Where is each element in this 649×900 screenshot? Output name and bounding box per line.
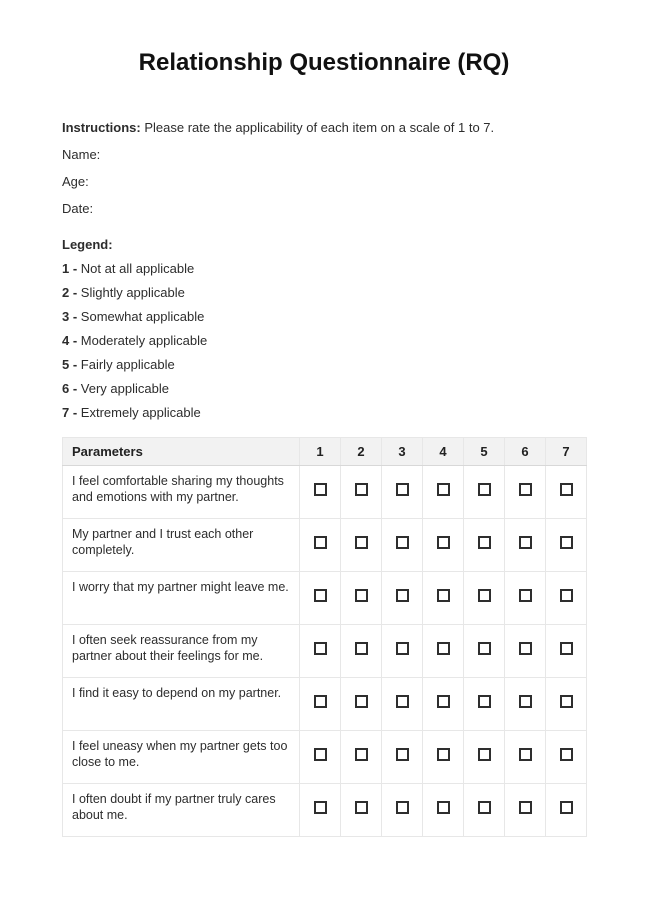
checkbox-r1-s3[interactable] (396, 483, 409, 496)
checkbox-cell (341, 784, 382, 837)
checkbox-cell (300, 678, 341, 731)
checkbox-r3-s1[interactable] (314, 589, 327, 602)
checkbox-cell (505, 625, 546, 678)
table-row-7 (63, 784, 587, 837)
column-header-scale-1: 1 (300, 438, 341, 466)
checkbox-cell (464, 466, 505, 519)
checkbox-r4-s3[interactable] (396, 642, 409, 655)
checkbox-cell (423, 625, 464, 678)
checkbox-cell (464, 519, 505, 572)
checkbox-cell (423, 731, 464, 784)
parameter-text-7: I often doubt if my partner truly cares about me. (63, 784, 300, 837)
parameter-text-5: I find it easy to depend on my partner. (63, 678, 300, 731)
checkbox-cell (423, 572, 464, 625)
checkbox-cell (341, 731, 382, 784)
legend-label-5: Fairly applicable (80, 357, 175, 373)
table-header-row (63, 438, 587, 466)
table-row-5 (63, 678, 587, 731)
checkbox-r1-s5[interactable] (478, 483, 491, 496)
checkbox-cell (300, 466, 341, 519)
legend-label-7: Extremely applicable (80, 405, 201, 421)
instructions-line (62, 120, 586, 135)
checkbox-cell (382, 784, 423, 837)
parameter-text-1: I feel comfortable sharing my thoughts and emotions with my partner. (63, 466, 300, 519)
checkbox-cell (464, 678, 505, 731)
column-header-parameters: Parameters (63, 438, 300, 466)
legend-value-3: 3 - (62, 309, 78, 325)
checkbox-cell (464, 784, 505, 837)
checkbox-r2-s1[interactable] (314, 536, 327, 549)
legend-value-4: 4 - (62, 333, 78, 349)
checkbox-r1-s1[interactable] (314, 483, 327, 496)
checkbox-cell (300, 625, 341, 678)
age-field-row (62, 174, 586, 189)
checkbox-cell (505, 466, 546, 519)
parameter-text-4: I often seek reassurance from my partner about their feelings for me. (63, 625, 300, 678)
checkbox-cell (300, 731, 341, 784)
checkbox-r4-s6[interactable] (519, 642, 532, 655)
checkbox-r7-s6[interactable] (519, 801, 532, 814)
legend-item-1 (62, 261, 586, 276)
column-header-scale-5: 5 (464, 438, 505, 466)
checkbox-cell (505, 784, 546, 837)
checkbox-r5-s7[interactable] (560, 695, 573, 708)
checkbox-cell (423, 466, 464, 519)
checkbox-r2-s2[interactable] (355, 536, 368, 549)
checkbox-cell (546, 519, 587, 572)
checkbox-r2-s4[interactable] (437, 536, 450, 549)
checkbox-r6-s1[interactable] (314, 748, 327, 761)
checkbox-cell (546, 625, 587, 678)
checkbox-r5-s5[interactable] (478, 695, 491, 708)
checkbox-r5-s6[interactable] (519, 695, 532, 708)
checkbox-r2-s6[interactable] (519, 536, 532, 549)
checkbox-cell (382, 731, 423, 784)
legend-value-1: 1 - (62, 261, 78, 277)
parameter-text-6: I feel uneasy when my partner gets too close to me. (63, 731, 300, 784)
checkbox-cell (341, 519, 382, 572)
checkbox-r3-s3[interactable] (396, 589, 409, 602)
checkbox-cell (382, 519, 423, 572)
checkbox-cell (546, 678, 587, 731)
checkbox-cell (546, 466, 587, 519)
checkbox-cell (300, 784, 341, 837)
date-input-area[interactable] (97, 203, 377, 216)
checkbox-r1-s2[interactable] (355, 483, 368, 496)
checkbox-r7-s5[interactable] (478, 801, 491, 814)
parameter-text-2: My partner and I trust each other completely. (63, 519, 300, 572)
checkbox-cell (341, 678, 382, 731)
checkbox-r3-s2[interactable] (355, 589, 368, 602)
checkbox-cell (423, 519, 464, 572)
checkbox-r4-s1[interactable] (314, 642, 327, 655)
date-field-row (62, 201, 586, 216)
checkbox-r4-s4[interactable] (437, 642, 450, 655)
checkbox-cell (546, 731, 587, 784)
name-field-row (62, 147, 586, 162)
checkbox-cell (505, 519, 546, 572)
legend-label-6: Very applicable (80, 381, 169, 397)
checkbox-r6-s7[interactable] (560, 748, 573, 761)
table-row-3 (63, 572, 587, 625)
column-header-scale-3: 3 (382, 438, 423, 466)
legend-label-1: Not at all applicable (80, 261, 195, 277)
column-header-scale-4: 4 (423, 438, 464, 466)
column-header-scale-7: 7 (546, 438, 587, 466)
legend-item-6 (62, 381, 586, 396)
checkbox-r7-s3[interactable] (396, 801, 409, 814)
table-row-1 (63, 466, 587, 519)
checkbox-r6-s3[interactable] (396, 748, 409, 761)
table-row-6 (63, 731, 587, 784)
checkbox-r4-s2[interactable] (355, 642, 368, 655)
checkbox-cell (464, 731, 505, 784)
checkbox-r5-s3[interactable] (396, 695, 409, 708)
legend-value-5: 5 - (62, 357, 78, 373)
checkbox-r6-s6[interactable] (519, 748, 532, 761)
checkbox-r5-s4[interactable] (437, 695, 450, 708)
age-input-area[interactable] (92, 176, 372, 189)
checkbox-r7-s2[interactable] (355, 801, 368, 814)
date-label: Date: (62, 201, 94, 217)
checkbox-cell (464, 625, 505, 678)
name-input-area[interactable] (104, 149, 384, 162)
checkbox-r7-s1[interactable] (314, 801, 327, 814)
checkbox-cell (341, 466, 382, 519)
checkbox-cell (382, 625, 423, 678)
checkbox-r3-s6[interactable] (519, 589, 532, 602)
checkbox-cell (382, 678, 423, 731)
legend-heading: Legend: (62, 237, 113, 253)
checkbox-r1-s4[interactable] (437, 483, 450, 496)
legend-value-2: 2 - (62, 285, 78, 301)
checkbox-r4-s7[interactable] (560, 642, 573, 655)
checkbox-r5-s2[interactable] (355, 695, 368, 708)
checkbox-cell (341, 572, 382, 625)
checkbox-r7-s4[interactable] (437, 801, 450, 814)
checkbox-r7-s7[interactable] (560, 801, 573, 814)
checkbox-r1-s6[interactable] (519, 483, 532, 496)
name-label: Name: (62, 147, 101, 162)
checkbox-cell (382, 466, 423, 519)
legend-label-2: Slightly applicable (80, 285, 185, 301)
legend-item-4 (62, 333, 586, 348)
checkbox-r6-s2[interactable] (355, 748, 368, 761)
checkbox-r3-s7[interactable] (560, 589, 573, 602)
checkbox-r1-s7[interactable] (560, 483, 573, 496)
checkbox-cell (505, 572, 546, 625)
instructions-label: Instructions: (62, 120, 141, 135)
table-row-4 (63, 625, 587, 678)
legend-label-4: Moderately applicable (80, 333, 208, 349)
checkbox-cell (300, 572, 341, 625)
checkbox-cell (505, 731, 546, 784)
checkbox-r6-s4[interactable] (437, 748, 450, 761)
checkbox-r2-s5[interactable] (478, 536, 491, 549)
legend-value-6: 6 - (62, 381, 78, 397)
column-header-scale-2: 2 (341, 438, 382, 466)
checkbox-r6-s5[interactable] (478, 748, 491, 761)
parameter-text-3: I worry that my partner might leave me. (63, 572, 300, 625)
checkbox-r5-s1[interactable] (314, 695, 327, 708)
checkbox-r2-s7[interactable] (560, 536, 573, 549)
column-header-scale-6: 6 (505, 438, 546, 466)
rating-table (62, 437, 587, 837)
legend-label-3: Somewhat applicable (80, 309, 205, 325)
checkbox-r3-s4[interactable] (437, 589, 450, 602)
checkbox-cell (423, 678, 464, 731)
checkbox-cell (505, 678, 546, 731)
page-title: Relationship Questionnaire (RQ) (138, 49, 510, 76)
table-row-2 (63, 519, 587, 572)
checkbox-cell (382, 572, 423, 625)
legend-value-7: 7 - (62, 405, 78, 421)
legend-item-2 (62, 285, 586, 300)
checkbox-cell (546, 572, 587, 625)
checkbox-cell (300, 519, 341, 572)
checkbox-r3-s5[interactable] (478, 589, 491, 602)
legend-item-7 (62, 405, 586, 420)
checkbox-cell (341, 625, 382, 678)
instructions-text: Please rate the applicability of each item on a scale of 1 to 7. (144, 120, 495, 135)
legend-item-5 (62, 357, 586, 372)
checkbox-cell (546, 784, 587, 837)
checkbox-r4-s5[interactable] (478, 642, 491, 655)
checkbox-cell (423, 784, 464, 837)
legend-item-3 (62, 309, 586, 324)
age-label: Age: (62, 174, 89, 190)
checkbox-cell (464, 572, 505, 625)
checkbox-r2-s3[interactable] (396, 536, 409, 549)
